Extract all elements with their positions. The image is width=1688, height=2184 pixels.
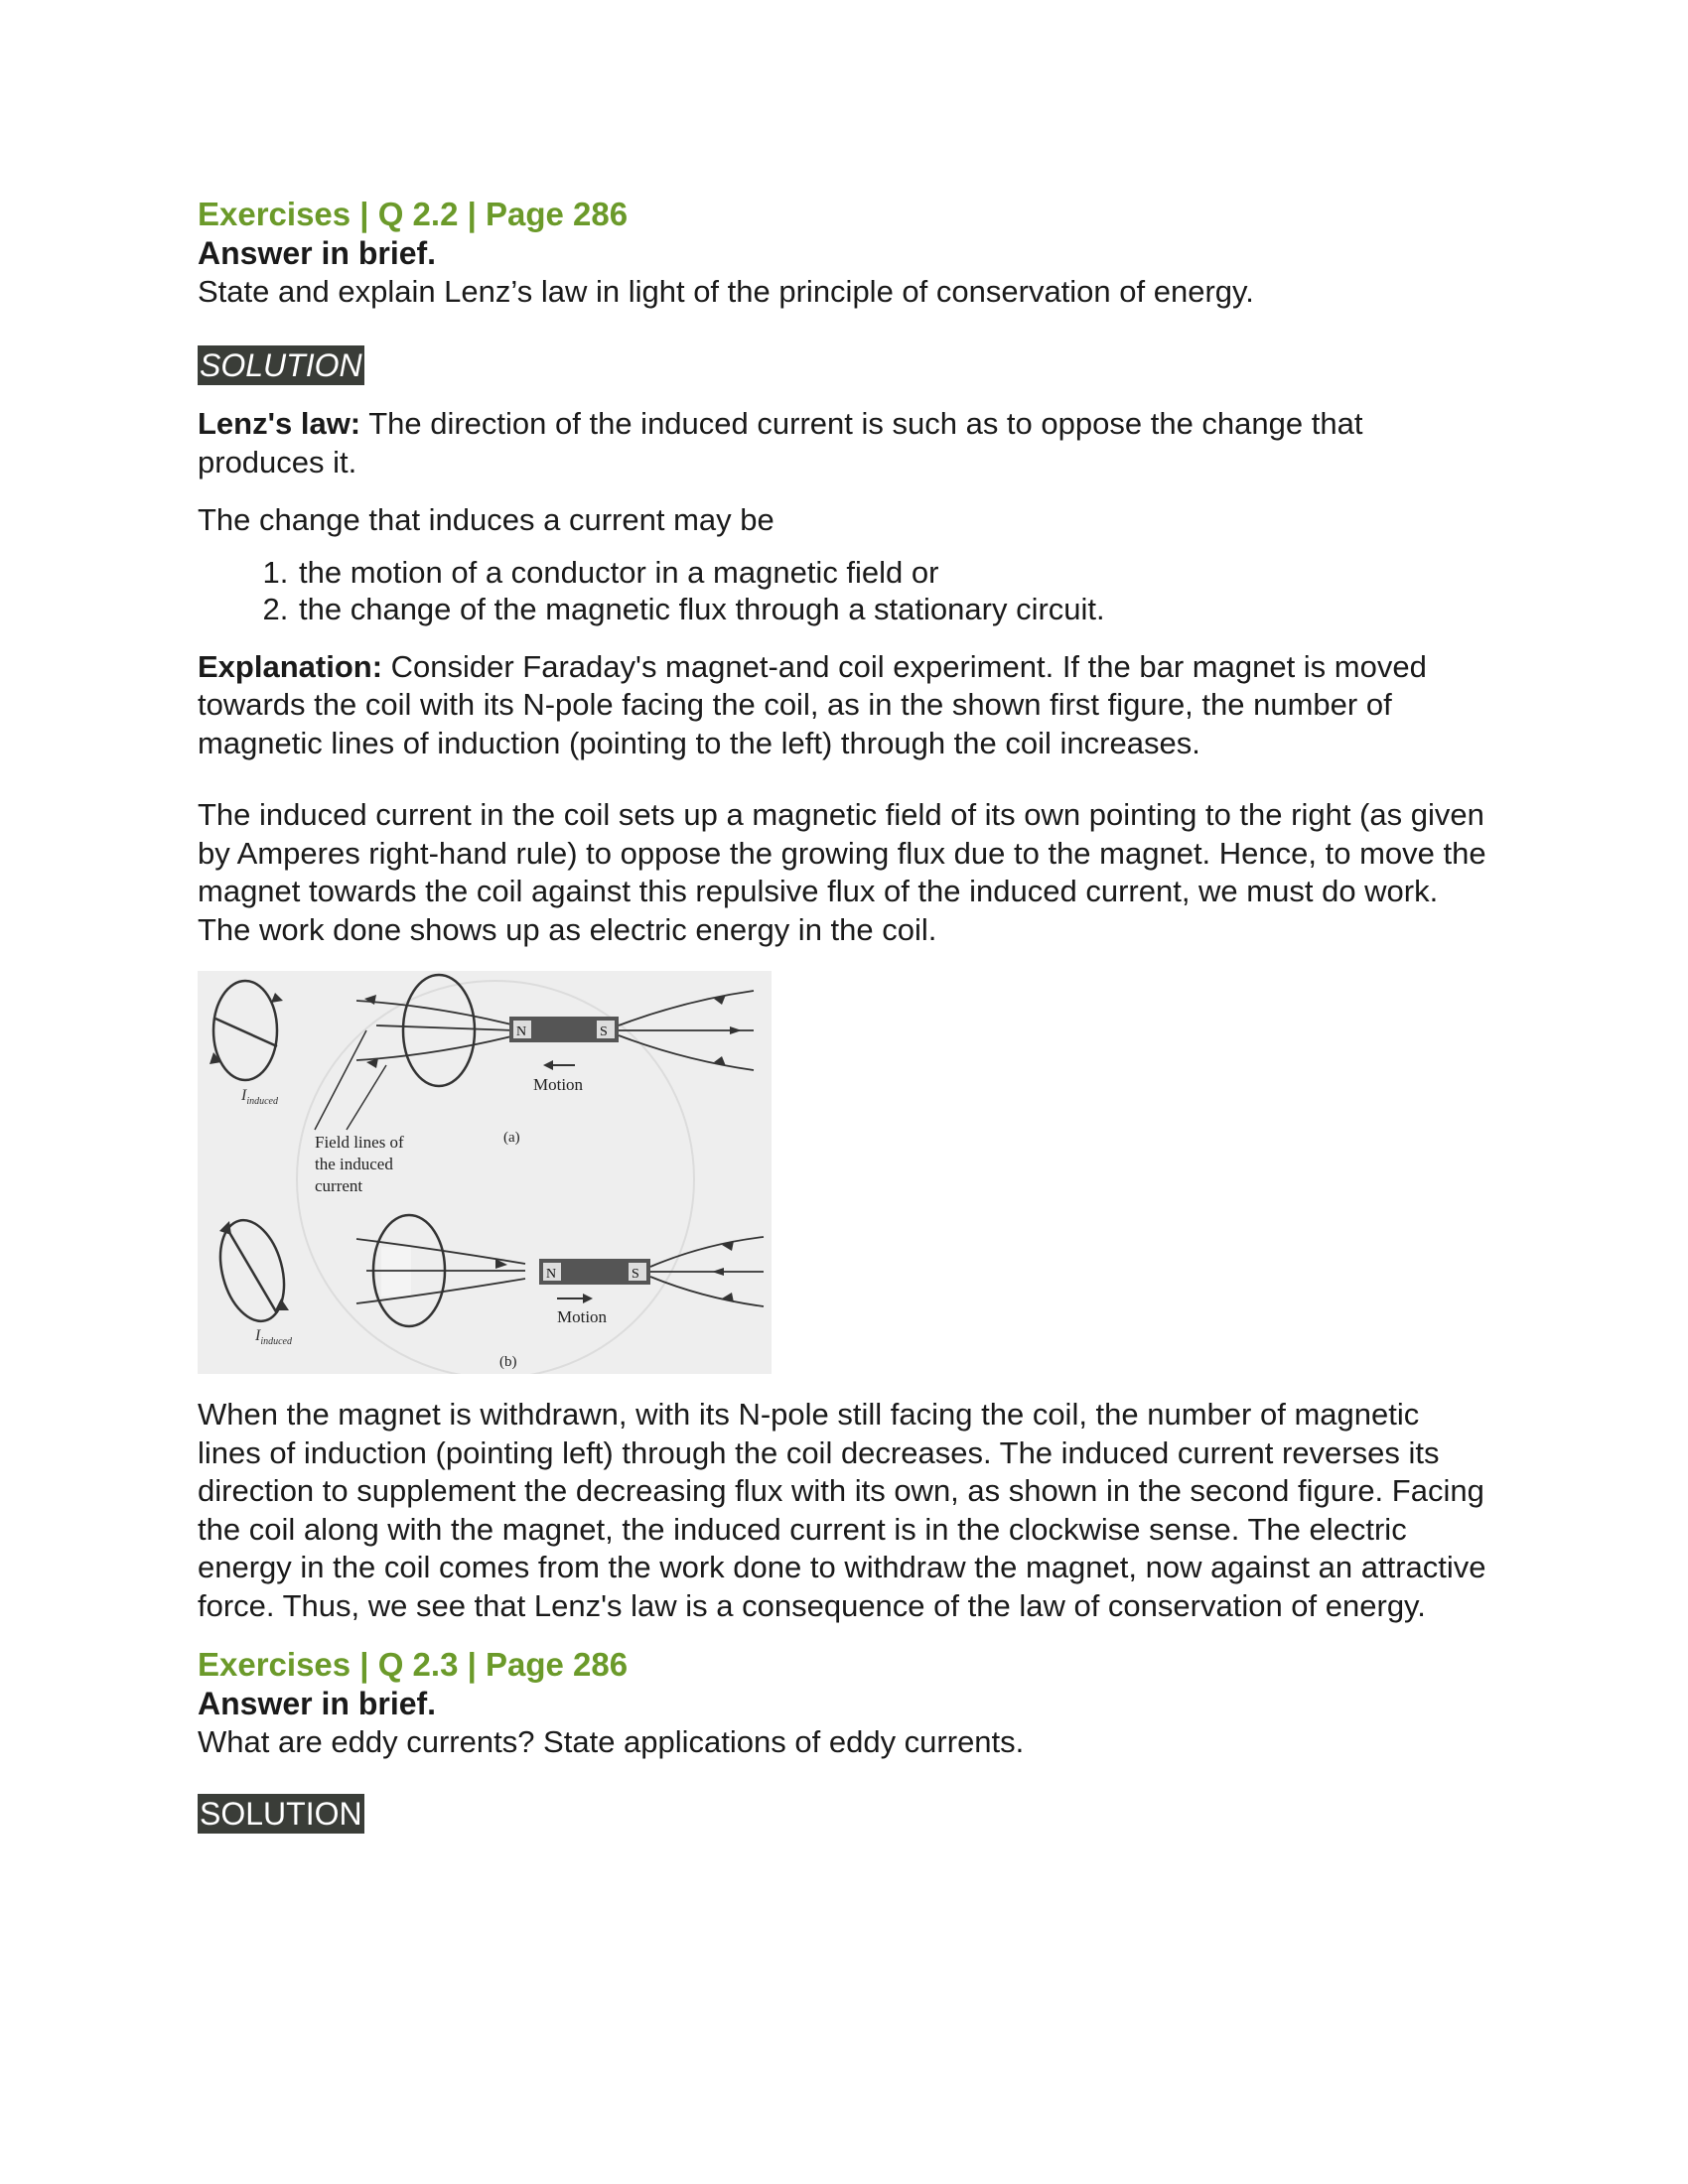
lenz-law-label: Lenz's law: bbox=[198, 406, 361, 441]
solution-label: SOLUTION bbox=[200, 347, 362, 383]
magnet-coil-diagram bbox=[198, 971, 772, 1374]
svg-text:Iinduced: $I_{induced}$ bbox=[241, 1087, 278, 1107]
change-list bbox=[198, 554, 1488, 628]
explanation-text: Consider Faraday's magnet-and coil experiment. If the bar magnet is moved towards the coil with its N-pole facing the coil, as in the shown first figure, the number of magnetic lines of induction (pointing to the left) through the coil increases. bbox=[198, 648, 1427, 760]
lenz-law-text: The direction of the induced current is such as to oppose the change that produces it. bbox=[198, 406, 1363, 479]
svg-text:S: S bbox=[632, 1267, 639, 1282]
question-text: What are eddy currents? State applications of eddy currents. bbox=[198, 1724, 1025, 1759]
lenz-law-paragraph bbox=[198, 405, 1488, 481]
withdrawal-paragraph: When the magnet is withdrawn, with its N-pole still facing the coil, the number of magnetic lines of induction (pointing left) through the coil decreases. The induced current reverses its direction to supplement the decreasing flux with its own, as shown in the second figure. Facing the coil along with the magnet, the induced current is in the clockwise sense. The electric energy in the coil comes from the work done to withdraw the magnet, now against an attractive force. Thus, we see that Lenz's law is a consequence of the law of conservation of energy. bbox=[198, 1397, 1486, 1623]
list-item: 2. the change of the magnetic flux through a stationary circuit. bbox=[297, 591, 1488, 628]
explanation-label: Explanation: bbox=[198, 648, 383, 684]
induced-current-paragraph: The induced current in the coil sets up a magnetic field of its own pointing to the right (as given by Amperes right-hand rule) to oppose the growing flux due to the magnet. Hence, to move the magnet towards the coil against this repulsive flux of the induced current, we must do work. The work done shows up as electric energy in the coil. bbox=[198, 797, 1486, 947]
svg-text:Motion: Motion bbox=[557, 1307, 608, 1326]
question-header: Exercises | Q 2.3 | Page 286 bbox=[198, 1646, 629, 1683]
svg-text:Field lines of: Field lines of bbox=[315, 1133, 404, 1152]
question-header: Exercises | Q 2.2 | Page 286 bbox=[198, 196, 629, 232]
svg-text:current: current bbox=[315, 1176, 363, 1195]
question-text: State and explain Lenz’s law in light of the principle of conservation of energy. bbox=[198, 274, 1254, 309]
explanation-paragraph bbox=[198, 648, 1488, 763]
svg-text:Iinduced: $I_{induced}$ bbox=[255, 1327, 292, 1347]
svg-text:Motion: Motion bbox=[533, 1075, 584, 1094]
answer-instruction: Answer in brief. bbox=[198, 235, 437, 271]
svg-text:(b): (b) bbox=[499, 1354, 517, 1370]
svg-text:N: N bbox=[546, 1267, 557, 1282]
svg-text:S: S bbox=[600, 1024, 608, 1039]
lenz-law-figure bbox=[198, 971, 772, 1374]
svg-text:N: N bbox=[516, 1024, 527, 1039]
svg-text:the induced: the induced bbox=[315, 1155, 393, 1173]
change-intro: The change that induces a current may be bbox=[198, 502, 774, 537]
svg-text:(a): (a) bbox=[503, 1130, 520, 1146]
list-item: 1. the motion of a conductor in a magnetic field or bbox=[297, 554, 1488, 592]
solution-label: SOLUTION bbox=[200, 1796, 362, 1832]
answer-instruction: Answer in brief. bbox=[198, 1686, 437, 1721]
document-page bbox=[198, 195, 1488, 1834]
